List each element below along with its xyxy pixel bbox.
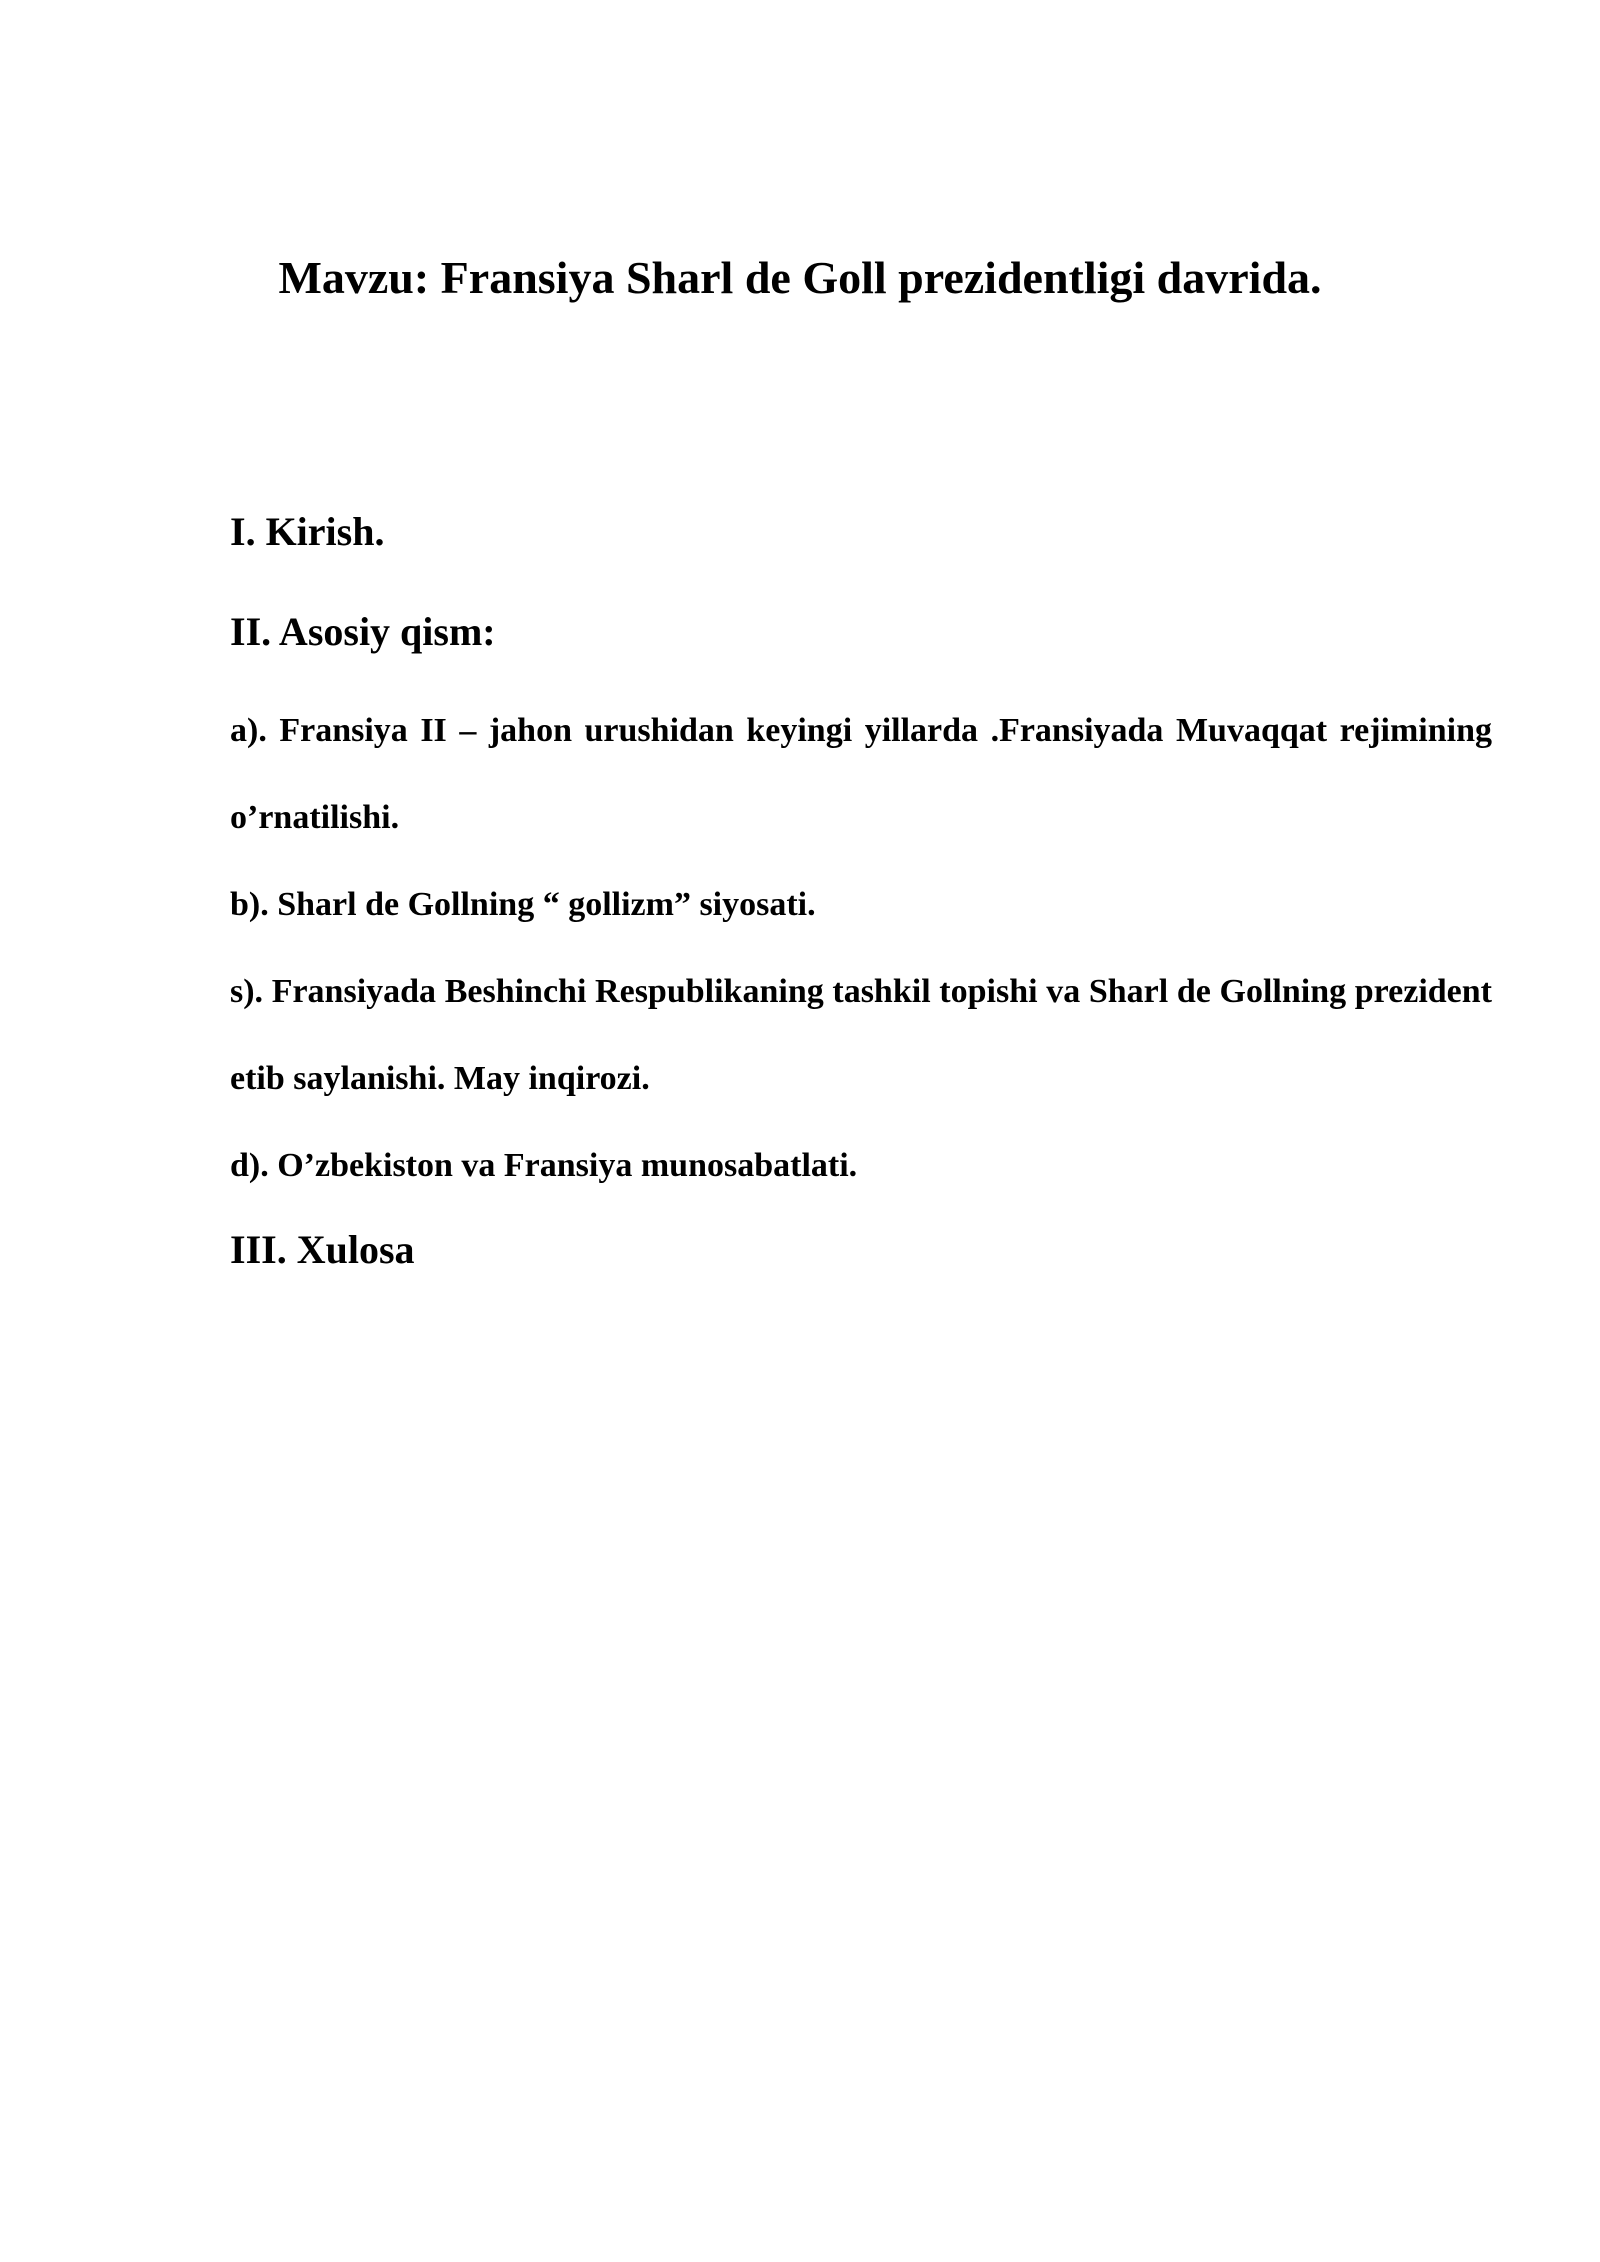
outline-item-s: s). Fransiyada Beshinchi Respublikaning tashkil topishi va Sharl de Gollning prezident etib saylanishi. May inqirozi. [230, 973, 1492, 1097]
outline-item-b: b). Sharl de Gollning “ gollizm” siyosati. [230, 886, 816, 923]
outline-item-a: a). Fransiya II – jahon urushidan keyingi yillarda .Fransiyada Muvaqqat rejimining o’rnatilishi. [230, 712, 1492, 836]
page-title: Mavzu: Fransiya Sharl de Goll prezidentligi davrida. [278, 252, 1322, 303]
section-heading-intro: I. Kirish. [230, 509, 385, 554]
outline-item-d: d). O’zbekiston va Fransiya munosabatlati. [230, 1147, 858, 1184]
section-heading-conclusion: III. Xulosa [230, 1227, 415, 1272]
section-heading-main: II. Asosiy qism: [230, 609, 496, 654]
